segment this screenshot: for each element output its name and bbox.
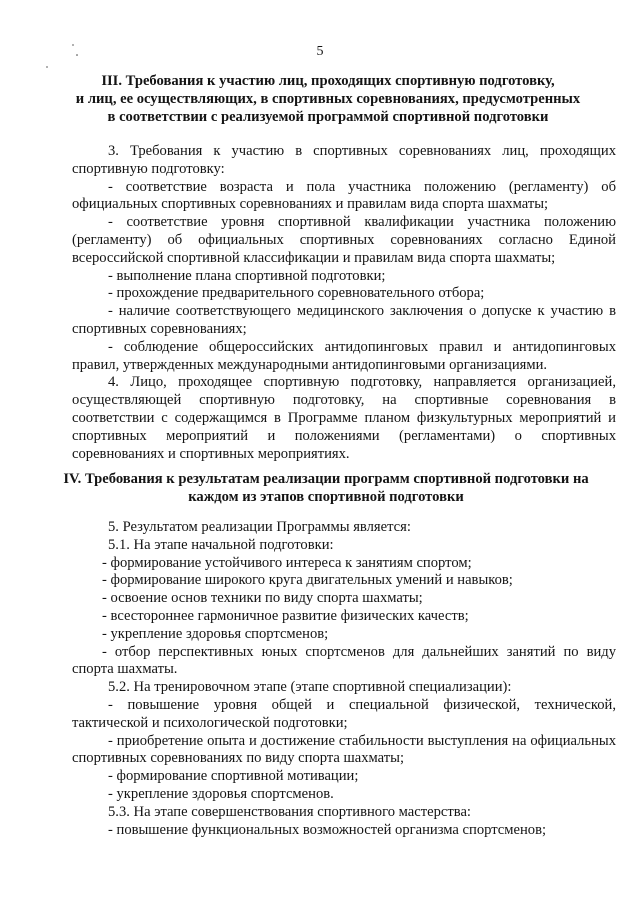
list-item: - наличие соответствующего медицинского заключения о допуске к участию в спортивных соревнованиях; xyxy=(72,303,616,337)
list-item: - формирование устойчивого интереса к занятиям спортом; xyxy=(102,554,472,571)
subsection-title: 5.1. На этапе начальной подготовки: xyxy=(108,536,334,553)
list-item: - приобретение опыта и достижение стабильности выступления на официальных спортивных соревнованиях по виду спорта шахматы; xyxy=(72,732,616,767)
list-item: - освоение основ техники по виду спорта шахматы; xyxy=(102,590,423,607)
subsection-title: 5.3. На этапе совершенствования спортивного мастерства: xyxy=(108,803,471,820)
list-item: - соответствие уровня спортивной квалификации участника положению (регламенту) об официальных спортивных соревнованиях согласно Единой всероссийской спортивной классификации и правилам вида спорта шахматы; xyxy=(72,214,616,266)
list-item: - соблюдение общероссийских антидопинговых правил и антидопинговых правил, утвержденных международными антидопинговыми организациями. xyxy=(72,338,616,373)
section-4-heading xyxy=(60,470,592,506)
heading-line: в соответствии с реализуемой программой спортивной подготовки xyxy=(107,109,549,125)
list-item: - повышение уровня общей и специальной физической, технической, тактической и психологической подготовки; xyxy=(72,696,616,731)
section-3-heading xyxy=(64,72,592,126)
list-item: - укрепление здоровья спортсменов. xyxy=(108,785,334,802)
list-item: - соответствие возраста и пола участника положению (регламенту) об официальных спортивных соревнованиях и правилам вида спорта шахматы; xyxy=(72,178,616,213)
heading-line: каждом из этапов спортивной подготовки xyxy=(188,489,464,505)
page-number: 5 xyxy=(316,44,324,59)
paragraph: 5. Результатом реализации Программы является: xyxy=(108,519,411,535)
paragraph: 3. Требования к участию в спортивных соревнованиях лиц, проходящих спортивную подготовку: xyxy=(72,143,616,177)
list-item: - отбор перспективных юных спортсменов для дальнейших занятий по виду спорта шахматы. xyxy=(72,643,616,678)
heading-line: и лиц, ее осуществляющих, в спортивных соревнованиях, предусмотренных xyxy=(75,91,581,107)
list-item: - выполнение плана спортивной подготовки; xyxy=(108,267,386,284)
list-item: - повышение функциональных возможностей организма спортсменов; xyxy=(108,821,547,838)
paragraph: 4. Лицо, проходящее спортивную подготовку, направляется организацией, осуществляющей спортивную подготовку, на спортивные соревнования в соответствии с содержащимся в Программе планом физкультурных мероприятий и спортивных мероприятий и положениями (регламентами) о спортивных соревнованиях и спортивных мероприятиях. xyxy=(72,374,616,462)
list-item: - формирование спортивной мотивации; xyxy=(108,768,359,785)
heading-line: IV. Требования к результатам реализации программ спортивной подготовки на xyxy=(63,471,589,487)
list-item: - формирование широкого круга двигательных умений и навыков; xyxy=(102,572,513,589)
list-item: - всестороннее гармоничное развитие физических качеств; xyxy=(102,607,469,624)
list-item: - укрепление здоровья спортсменов; xyxy=(102,625,329,642)
section-3-body xyxy=(72,143,616,463)
section-4-body xyxy=(72,519,616,839)
heading-line: III. Требования к участию лиц, проходящих спортивную подготовку, xyxy=(101,73,555,89)
subsection-title: 5.2. На тренировочном этапе (этапе спортивной специализации): xyxy=(108,679,512,696)
list-item: - прохождение предварительного соревновательного отбора; xyxy=(108,285,485,302)
